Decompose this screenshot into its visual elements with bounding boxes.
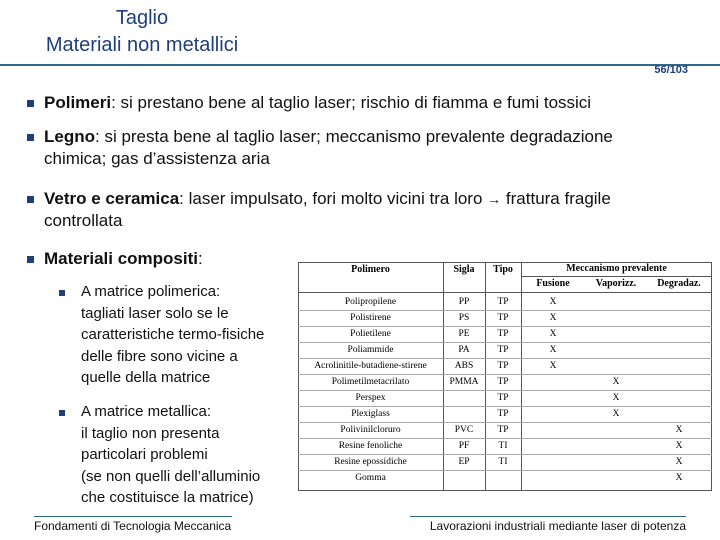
table-cell-mark-degradaz: X [675, 425, 683, 435]
slide-title-line2: Materiali non metallici [45, 34, 239, 56]
table-cell-polimero: Gomma [355, 473, 386, 483]
bullet-text: : si presta bene al taglio laser; meccanismo prevalente degradazione [95, 127, 613, 146]
table-header-sigla: Sigla [453, 264, 475, 275]
table-cell-polimero: Polistirene [350, 313, 391, 323]
table-cell-tipo: TP [497, 425, 509, 435]
table-cell-polimero: Poliammide [347, 345, 394, 355]
table-header-polimero: Polimero [351, 264, 390, 275]
table-header-vaporizz: Vaporizz. [595, 278, 637, 289]
table-cell-polimero: Polipropilene [344, 297, 397, 307]
table-cell-mark-fusione: X [549, 297, 557, 307]
bullet-text: : laser impulsato, fori molto vicini tra loro [179, 189, 483, 208]
table-cell-polimero: Resine fenoliche [338, 441, 403, 451]
table-cell-polimero: Acrolinitile-butadiene-stirene [314, 361, 427, 371]
table-cell-mark-fusione: X [549, 345, 557, 355]
sub-bullet-square-icon [59, 410, 65, 416]
table-cell-mark-degradaz: X [675, 473, 683, 483]
table-cell-mark-fusione: X [549, 329, 557, 339]
table-header-meccanismo: Meccanismo prevalente [566, 263, 667, 274]
bullet-compositi [44, 248, 203, 270]
table-cell-mark-vaporizz: X [612, 409, 620, 419]
bullet-term: Materiali compositi [44, 249, 198, 268]
bullet-square-icon [27, 134, 34, 141]
table-header-fusione: Fusione [536, 278, 570, 289]
bullet-text: : [197, 249, 203, 268]
table-cell-tipo: TP [497, 297, 509, 307]
table-cell-tipo: TP [497, 313, 509, 323]
slide-title-line1: Taglio [115, 7, 169, 29]
footer-lecture-title: Lavorazioni industriali mediante laser di potenza [429, 519, 686, 533]
sub-bullet-matrice-polimerica: A matrice polimerica: tagliati laser solo se le caratteristiche termo-fisiche delle fibre sono vicine a quelle della matrice [81, 283, 265, 386]
bullet-term: Polimeri [44, 93, 112, 112]
table-cell-tipo: TP [497, 409, 509, 419]
table-cell-mark-vaporizz: X [612, 393, 620, 403]
table-cell-tipo [485, 470, 521, 486]
table-cell-polimero: Polimetilmetacrilato [331, 377, 410, 387]
footer-course-name: Fondamenti di Tecnologia Meccanica [34, 519, 232, 533]
table-cell-sigla: PF [458, 441, 470, 451]
table-cell-polimero: Polietilene [350, 329, 391, 339]
bullet-square-icon [27, 196, 34, 203]
table-cell-sigla: PMMA [449, 377, 479, 387]
bullet-square-icon [27, 100, 34, 107]
table-cell-sigla: EP [458, 457, 470, 467]
table-cell-sigla [443, 390, 485, 406]
table-header-tipo: Tipo [493, 264, 513, 275]
table-cell-sigla: PVC [454, 425, 474, 435]
bullet-arrow-text: frattura fragile [505, 189, 611, 208]
table-cell-tipo: TP [497, 329, 509, 339]
table-cell-tipo: TP [497, 393, 509, 403]
bullet-square-icon [27, 256, 34, 263]
bullet-vetro-ceramica [44, 188, 611, 232]
bullet-term: Legno [44, 127, 95, 146]
bullet-legno [44, 126, 613, 170]
bullet-text-cont: controllata [44, 211, 123, 230]
bullet-polimeri [44, 92, 591, 114]
arrow-right-icon: → [487, 191, 502, 207]
sub-bullet-matrice-metallica: A matrice metallica: il taglio non presenta particolari problemi (se non quelli dell’alluminio che costituisce la matrice) [81, 403, 261, 506]
bullet-term: Vetro e ceramica [44, 189, 180, 208]
table-cell-polimero: Perspex [355, 393, 386, 403]
table-cell-sigla [443, 470, 485, 486]
table-cell-polimero: Plexiglass [351, 409, 390, 419]
table-cell-tipo: TP [497, 345, 509, 355]
bullet-text: : si prestano bene al taglio laser; rischio di fiamma e fumi tossici [111, 93, 592, 112]
table-cell-sigla: PP [458, 297, 470, 307]
polymer-cutting-table [298, 262, 712, 490]
table-cell-polimero: Polivinilcloruro [340, 425, 401, 435]
table-cell-sigla: ABS [454, 361, 474, 371]
table-cell-mark-degradaz: X [675, 457, 683, 467]
table-cell-mark-fusione: X [549, 313, 557, 323]
sub-bullet-square-icon [59, 290, 65, 296]
table-cell-sigla [443, 406, 485, 422]
table-header-degradaz: Degradaz. [657, 278, 701, 289]
table-cell-sigla: PS [458, 313, 470, 323]
table-cell-mark-vaporizz: X [612, 377, 620, 387]
table-cell-sigla: PA [458, 345, 470, 355]
table-cell-polimero: Resine epossidiche [334, 457, 407, 467]
page-number: 56/103 [654, 64, 688, 76]
table-cell-tipo: TI [498, 457, 508, 467]
table-cell-tipo: TP [497, 377, 509, 387]
table-cell-tipo: TI [498, 441, 508, 451]
table-cell-tipo: TP [497, 361, 509, 371]
footer-divider-right [410, 516, 686, 517]
table-cell-mark-degradaz: X [675, 441, 683, 451]
table-cell-mark-fusione: X [549, 361, 557, 371]
footer-divider-left [34, 516, 232, 517]
title-divider [0, 64, 720, 66]
table-cell-sigla: PE [458, 329, 470, 339]
bullet-text-cont: chimica; gas d’assistenza aria [44, 149, 270, 168]
